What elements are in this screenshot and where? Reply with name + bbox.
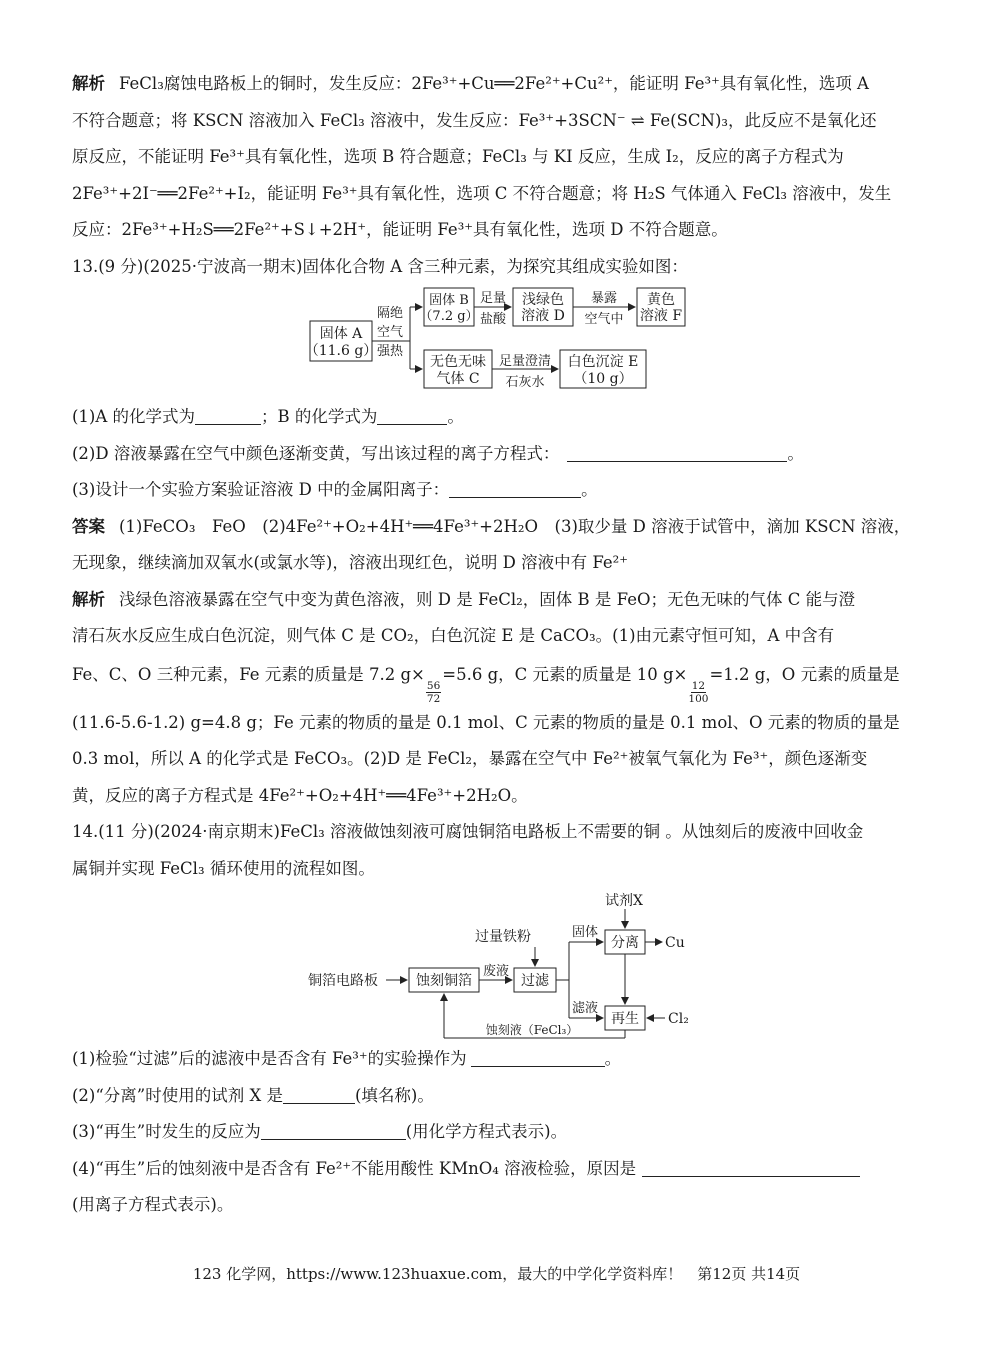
solid-a-box [305,321,378,361]
answer-blank-q14-2[interactable] [283,1085,355,1104]
cl2-label: Cl₂ [668,1011,689,1027]
question-14-stem-2: 属铜并实现 FeCl₃ 循环使用的流程如图。 [72,858,375,878]
condition-hcl-bottom: 盐酸 [479,312,507,327]
question-13-stem: 13.(9 分)(2025·宁波高一期末)固体化合物 A 含三种元素，为探究其组成实验如图： [72,256,688,276]
svg-text:（7.2 g）: （7.2 g） [419,309,479,324]
svg-text:气体 C: 气体 C [436,371,480,387]
cu-label: Cu [665,935,685,951]
answer-blank-q14-4[interactable] [642,1158,860,1177]
svg-text:固体 B: 固体 B [429,293,469,308]
precipitate-e-box [560,350,646,388]
iron-powder-label: 过量铁粉 [475,929,531,945]
svg-text:浅绿色: 浅绿色 [522,292,564,308]
answer-label: 答案 [72,516,105,536]
q14-flow-diagram [72,891,922,1041]
svg-text:强热: 强热 [376,344,404,359]
condition-limewater-bottom: 石灰水 [505,375,545,390]
solid-b-box [419,288,478,326]
filter-box [514,968,556,992]
q13-answer-line-2: 无现象，继续滴加双氧水(或氯水等)，溶液出现红色，说明 D 溶液中有 Fe²⁺ [72,553,628,572]
q13-analysis-line-5: 0.3 mol，所以 A 的化学式是 FeCO₃。(2)D 是 FeCl₂，暴露在空气中 Fe²⁺被氧气氧化为 Fe³⁺，颜色逐渐变 [72,749,868,768]
page-footer: 123 化学网，https://www.123huaxue.com，最大的中学化学资料库！ 第12页 共14页 [192,1265,801,1283]
q14-sub-1: (1)检验“过滤”后的滤液中是否含有 Fe³⁺的实验操作为 。 [72,1049,622,1068]
separate-box [605,930,645,954]
svg-text:无色无味: 无色无味 [430,354,486,370]
svg-text:分离: 分离 [611,935,639,951]
waste-liquid-label: 废液 [482,964,510,979]
q13-answer-line-1: 答案 (1)FeCO₃ FeO (2)4Fe²⁺+O₂+4H⁺══4Fe³⁺+2H₂O (3)取少量 D 溶液于试管中，滴加 KSCN 溶液， [72,516,911,536]
answer-blank-1a[interactable] [195,406,261,425]
q13-analysis-line-3: Fe、C、O 三种元素，Fe 元素的质量是 7.2 g× $\frac{56}{72}$ =5.6 g，C 元素的质量是 10 g× $\frac{12}{100}$ =1.2 g，O 元素的质量是 [72,664,900,705]
q14-sub-4: (4)“再生”后的蚀刻液中是否含有 Fe²⁺不能用酸性 KMnO₄ 溶液检验，原因是 [72,1151,922,1188]
question-14-stem-1: 14.(11 分)(2024·南京期末)FeCl₃ 溶液做蚀刻液可腐蚀铜箔电路板上不需要的铜 。从蚀刻后的废液中回收金 [72,822,864,841]
q14-sub-3: (3)“再生”时发生的反应为 (用化学方程式表示)。 [72,1122,568,1141]
condition-limewater-top: 足量澄清 [498,354,552,369]
condition-strong-heat [377,306,404,359]
fraction-12-100: $\frac{12}{100}$ [688,679,709,705]
svg-text:再生: 再生 [611,1011,639,1027]
svg-text:白色沉淀 E: 白色沉淀 E [567,354,639,370]
analysis-12-line-2: 不符合题意；将 KSCN 溶液加入 FeCl₃ 溶液中，发生反应：Fe³⁺+3SCN⁻ ⇌ Fe(SCN)₃，此反应不是氧化还 [72,110,877,130]
q14-sub-4-end: (用离子方程式表示)。 [72,1195,234,1214]
condition-expose-top: 暴露 [590,291,618,306]
answer-blank-3[interactable] [449,479,581,498]
svg-text:过滤: 过滤 [521,973,549,989]
etch-box [409,968,479,992]
answer-blank-2[interactable] [567,443,787,462]
q13-analysis-line-6: 黄，反应的离子方程式是 4Fe²⁺+O₂+4H⁺══4Fe³⁺+2H₂O。 [72,785,528,805]
q13-analysis-line-4: (11.6-5.6-1.2) g=4.8 g；Fe 元素的物质的量是 0.1 mol、C 元素的物质的量是 0.1 mol、O 元素的物质的量是 [72,712,900,732]
q13-sub-2: (2)D 溶液暴露在空气中颜色逐渐变黄，写出该过程的离子方程式： 。 [72,443,804,463]
svg-text:黄色: 黄色 [647,292,675,308]
answer-blank-q14-3[interactable] [261,1121,406,1140]
q13-experiment-diagram [72,287,922,395]
svg-text:隔绝: 隔绝 [376,306,404,321]
page-content [72,66,922,1224]
solid-label: 固体 [571,925,599,940]
svg-text:（11.6 g）: （11.6 g） [304,343,378,359]
q13-sub-1: (1)A 的化学式为 ；B 的化学式为 。 [72,407,464,426]
filtrate-label: 滤液 [571,1001,599,1016]
solution-d-box [513,288,573,326]
analysis-label: 解析 [72,589,105,609]
condition-hcl-top: 足量 [479,291,507,306]
q13-analysis-line-1: 解析 浅绿色溶液暴露在空气中变为黄色溶液，则 D 是 FeCl₂，固体 B 是 FeO；无色无味的气体 C 能与澄 [72,589,856,609]
analysis-12-line-3: 原反应，不能证明 Fe³⁺具有氧化性，选项 B 符合题意；FeCl₃ 与 KI 反应，生成 I₂，反应的离子方程式为 [72,147,844,166]
q13-analysis-line-2: 清石灰水反应生成白色沉淀，则气体 C 是 CO₂，白色沉淀 E 是 CaCO₃。(1)由元素守恒可知，A 中含有 [72,626,835,645]
board-label: 铜箔电路板 [308,973,378,989]
q14-sub-2: (2)“分离”时使用的试剂 X 是 (填名称)。 [72,1085,434,1105]
svg-text:蚀刻铜箔: 蚀刻铜箔 [416,973,472,989]
answer-blank-1b[interactable] [377,406,447,425]
q13-sub-3: (3)设计一个实验方案验证溶液 D 中的金属阳离子： 。 [72,480,598,499]
condition-expose-bottom: 空气中 [584,312,624,327]
svg-text:空气: 空气 [376,325,404,340]
svg-text:溶液 F: 溶液 F [639,308,683,324]
svg-text:（10 g）: （10 g） [573,371,633,387]
answer-blank-q14-1[interactable] [471,1048,605,1067]
svg-text:固体 A: 固体 A [319,326,363,342]
reagent-x-label: 试剂X [605,893,643,909]
regenerate-box [605,1006,645,1030]
etchant-label: 蚀刻液（FeCl₃） [485,1023,579,1037]
solution-f-box [637,288,685,326]
gas-c-box [424,350,492,388]
analysis-12-line-5: 反应：2Fe³⁺+H₂S══2Fe²⁺+S↓+2H⁺，能证明 Fe³⁺具有氧化性，选项 D 不符合题意。 [72,220,728,239]
analysis-12-line-4: 2Fe³⁺+2I⁻══2Fe²⁺+I₂，能证明 Fe³⁺具有氧化性，选项 C 不符合题意；将 H₂S 气体通入 FeCl₃ 溶液中，发生 [72,183,892,203]
analysis-12-line-1: 解析 FeCl₃腐蚀电路板上的铜时，发生反应：2Fe³⁺+Cu══2Fe²⁺+Cu²⁺，能证明 Fe³⁺具有氧化性，选项 A [72,74,869,93]
analysis-label: 解析 [72,74,105,93]
svg-text:溶液 D: 溶液 D [521,308,565,324]
fraction-56-72: $\frac{56}{72}$ [426,679,441,705]
